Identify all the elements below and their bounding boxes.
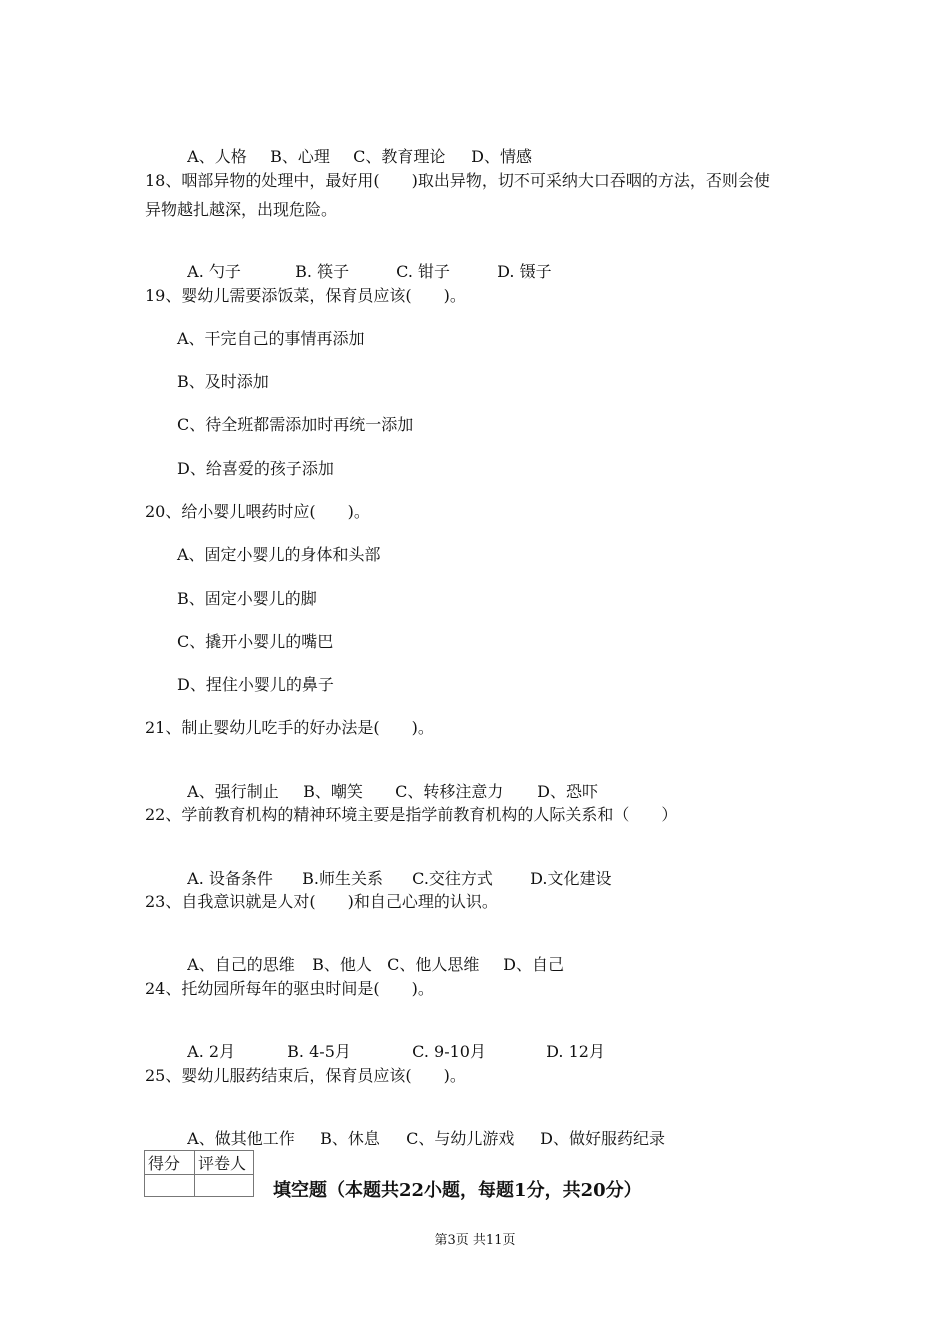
q25-option-c: C、与幼儿游戏	[406, 1129, 515, 1148]
q20-option-c: C、撬开小婴儿的嘴巴	[177, 632, 334, 651]
q21-option-c: C、转移注意力	[395, 782, 504, 801]
score-table-header-row	[145, 1151, 254, 1175]
q20-option-b: B、固定小婴儿的脚	[177, 589, 317, 608]
q20-stem: 20、给小婴儿喂药时应( )。	[145, 502, 370, 521]
q19-stem: 19、婴幼儿需要添饭菜，保育员应该( )。	[145, 286, 466, 305]
q25-option-b: B、休息	[320, 1129, 380, 1148]
grader-header-cell: 评卷人	[195, 1151, 254, 1175]
q24-stem: 24、托幼园所每年的驱虫时间是( )。	[145, 979, 434, 998]
q24-options	[177, 1022, 605, 1062]
q23-option-a: A、自己的思维	[187, 955, 295, 974]
q24-option-a: A. 2月	[187, 1042, 236, 1061]
q23-option-b: B、他人	[312, 955, 372, 974]
score-table-blank-row	[145, 1175, 254, 1197]
q21-stem: 21、制止婴幼儿吃手的好办法是( )。	[145, 718, 434, 737]
q20-option-a: A、固定小婴儿的身体和头部	[177, 545, 381, 564]
q22-option-c: C.交往方式	[412, 869, 493, 888]
q22-option-b: B.师生关系	[302, 869, 384, 888]
q22-option-a: A. 设备条件	[187, 869, 273, 888]
q24-option-b: B. 4-5月	[287, 1042, 351, 1061]
q17-options	[177, 127, 532, 167]
q23-option-d: D、自己	[503, 955, 565, 974]
q21-option-b: B、嘲笑	[303, 782, 363, 801]
q19-option-c: C、待全班都需添加时再统一添加	[177, 415, 414, 434]
q18-option-d: D. 镊子	[497, 262, 552, 281]
q20-option-d: D、捏住小婴儿的鼻子	[177, 675, 334, 694]
q18-options	[177, 242, 552, 282]
q18-stem-line2: 异物越扎越深，出现危险。	[145, 200, 338, 219]
q23-stem: 23、自我意识就是人对( )和自己心理的认识。	[145, 892, 498, 911]
q21-option-d: D、恐吓	[537, 782, 599, 801]
score-table	[144, 1150, 254, 1197]
q23-option-c: C、他人思维	[387, 955, 480, 974]
q24-option-c: C. 9-10月	[412, 1042, 486, 1061]
q25-options	[177, 1109, 665, 1149]
q17-option-d: D、情感	[471, 147, 533, 166]
q17-option-b: B、心理	[270, 147, 330, 166]
q21-option-a: A、强行制止	[187, 782, 279, 801]
q22-stem: 22、学前教育机构的精神环境主要是指学前教育机构的人际关系和（ ）	[145, 805, 678, 824]
q18-stem-line1: 18、咽部异物的处理中，最好用( )取出异物，切不可采纳大口吞咽的方法，否则会使	[145, 171, 770, 190]
q22-options	[177, 849, 612, 889]
q21-options	[177, 762, 598, 802]
q19-option-a: A、干完自己的事情再添加	[177, 329, 365, 348]
q18-option-b: B. 筷子	[295, 262, 350, 281]
q17-option-a: A、人格	[187, 147, 247, 166]
score-blank-cell	[145, 1175, 195, 1197]
section-title: 填空题（本题共22小题，每题1分，共20分）	[273, 1180, 642, 1201]
q19-option-d: D、给喜爱的孩子添加	[177, 459, 334, 478]
q23-options	[177, 935, 564, 975]
q25-option-a: A、做其他工作	[187, 1129, 295, 1148]
q25-option-d: D、做好服药纪录	[540, 1129, 666, 1148]
q25-stem: 25、婴幼儿服药结束后，保育员应该( )。	[145, 1066, 466, 1085]
grader-blank-cell	[195, 1175, 254, 1197]
q22-option-d: D.文化建设	[530, 869, 612, 888]
page-footer: 第3页 共11页	[434, 1233, 516, 1248]
q24-option-d: D. 12月	[546, 1042, 605, 1061]
q18-option-c: C. 钳子	[396, 262, 451, 281]
q17-option-c: C、教育理论	[353, 147, 446, 166]
score-header-cell: 得分	[145, 1151, 195, 1175]
q19-option-b: B、及时添加	[177, 372, 269, 391]
q18-option-a: A. 勺子	[187, 262, 241, 281]
